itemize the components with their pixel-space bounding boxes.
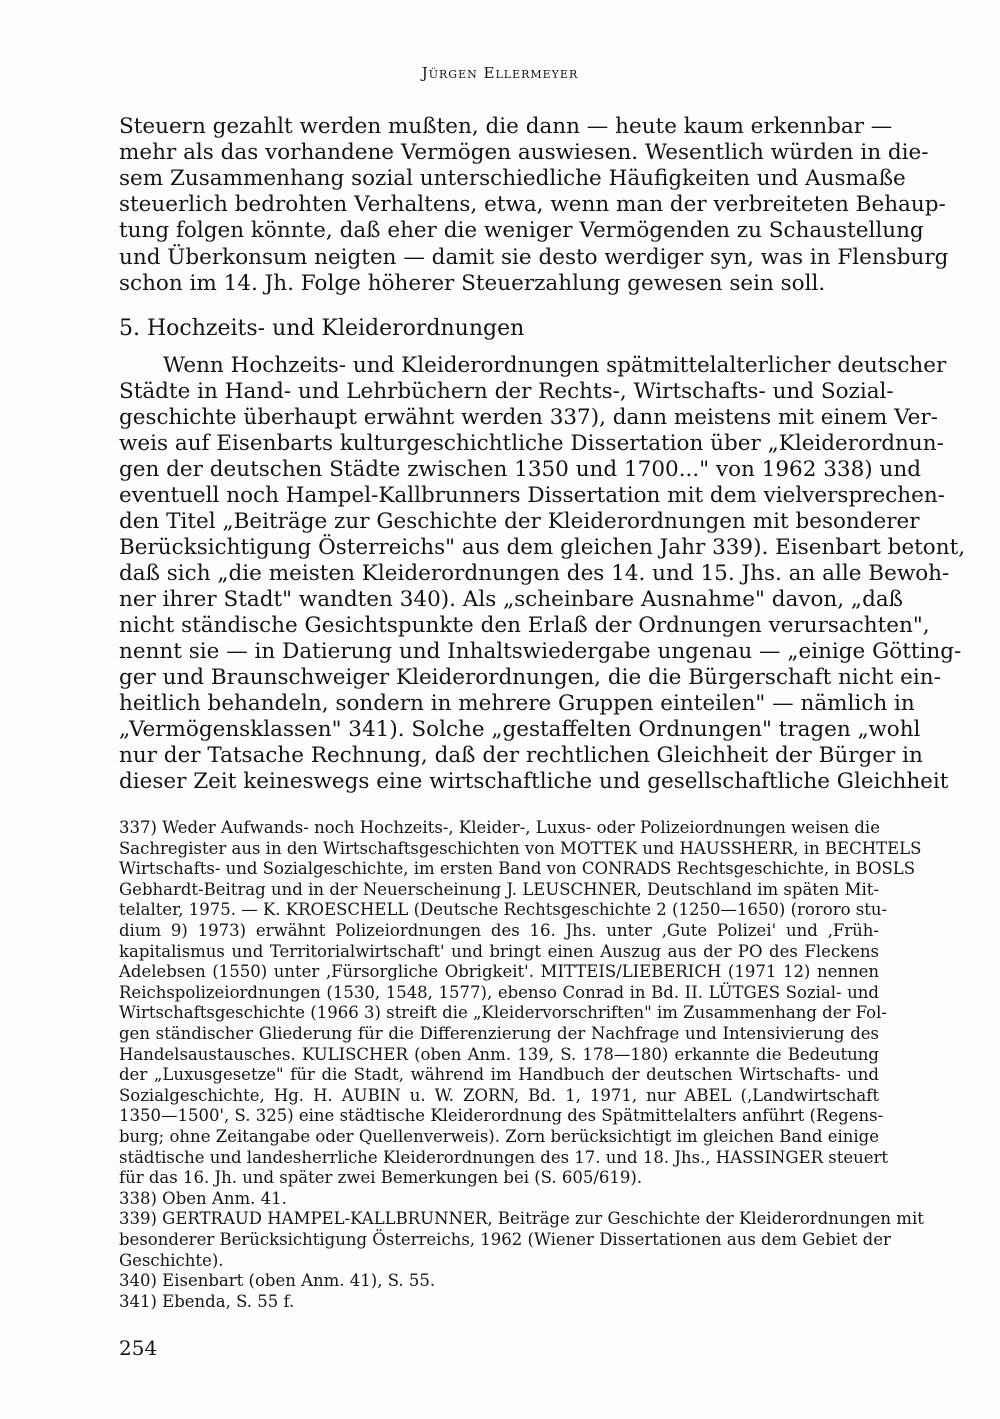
footnotes-line: 341) Ebenda, S. 55 f. [119,1291,295,1311]
footnotes-line: Handelsaustausches. KULISCHER (oben Anm. 139, S. 178—180) erkannte die Bedeutung [119,1044,879,1064]
footnotes-line: Sozialgeschichte, Hg. H. AUBIN u. W. ZORN, Bd. 1, 1971, nur ABEL (‚Landwirtschaft [119,1085,879,1105]
footnotes-line: Sachregister aus in den Wirtschaftsgeschichten von MOTTEK und HAUSSHERR, in BECHTELS [119,838,922,858]
footnotes-line: 340) Eisenbart (oben Anm. 41), S. 55. [119,1271,436,1291]
footnotes-line: 337) Weder Aufwands- noch Hochzeits-, Kleider-, Luxus- oder Polizeiordnungen weisen die [119,818,880,837]
page-number: 254 [119,1336,158,1360]
footnotes-line: kapitalismus und Territorialwirtschaft' und bringt einen Auszug aus der PO des Fleckens [119,941,879,961]
paragraph-main-line: nennt sie — in Datierung und Inhaltswiedergabe ungenau — „einige Götting- [119,639,962,664]
paragraph-main-line: dieser Zeit keineswegs eine wirtschaftliche und gesellschaftliche Gleichheit [119,769,949,794]
paragraph-main-line: gen der deutschen Städte zwischen 1350 und 1700..." von 1962 338) und [119,457,921,482]
footnotes-line: städtische und landesherrliche Kleiderordnungen des 17. und 18. Jhs., HASSINGER steuert [119,1147,889,1167]
paragraph-main-line: „Vermögensklassen" 341). Solche „gestaffelten Ordnungen" tragen „wohl [119,717,921,742]
paragraph-top-line: mehr als das vorhandene Vermögen auswiesen. Wesentlich würden in die- [119,140,929,166]
footnotes-line: Wirtschafts- und Sozialgeschichte, im ersten Band von CONRADS Rechtsgeschichte, in BOSLS [119,859,916,879]
paragraph-main-line: heitlich behandeln, sondern in mehrere Gruppen einteilen" — nämlich in [119,691,915,716]
paragraph-top-line: schon im 14. Jh. Folge höherer Steuerzahlung gewesen sein soll. [119,270,826,296]
footnotes-line: Geschichte). [119,1250,224,1270]
footnotes-line: Gebhardt-Beitrag und in der Neuerscheinung J. LEUSCHNER, Deutschland im späten Mit- [119,879,879,899]
paragraph-top-line: steuerlich bedrohten Verhaltens, etwa, wenn man der verbreiteten Behaup- [119,192,946,218]
footnotes-line: Reichspolizeiordnungen (1530, 1548, 1577), ebenso Conrad in Bd. II. LÜTGES Sozial- und [119,982,879,1002]
paragraph-main-line: weis auf Eisenbarts kulturgeschichtliche Dissertation über „Kleiderordnun- [119,431,944,456]
footnotes-line: burg; ohne Zeitangabe oder Quellenverweis). Zorn berücksichtigt im gleichen Band einige [119,1127,879,1146]
paragraph-top-line: Steuern gezahlt werden mußten, die dann — heute kaum erkennbar — [119,114,893,139]
paragraph-main-line: ger und Braunschweiger Kleiderordnungen, die die Bürgerschaft nicht ein- [119,665,941,690]
footnotes-line: für das 16. Jh. und später zwei Bemerkungen bei (S. 605/619). [119,1168,643,1188]
footnotes-line: besonderer Berücksichtigung Österreichs, 1962 (Wiener Dissertationen aus dem Gebiet der [119,1230,891,1249]
paragraph-main-line: geschichte überhaupt erwähnt werden 337), dann meistens mit einem Ver- [119,405,938,430]
paragraph-main-line: ner ihrer Stadt" wandten 340). Als „scheinbare Ausnahme" davon, „daß [119,587,904,612]
paragraph-main-line: nur der Tatsache Rechnung, daß der rechtlichen Gleichheit der Bürger in [119,743,923,768]
footnotes-line: gen ständischer Gliederung für die Differenzierung der Nachfrage und Intensivierung des [119,1024,879,1043]
paragraph-top-line: und Überkonsum neigten — damit sie desto werdiger syn, was in Flensburg [119,244,949,270]
footnotes-line: der „Luxusgesetze" für die Stadt, während im Handbuch der deutschen Wirtschafts- und [119,1065,879,1085]
paragraph-main-line: Städte in Hand- und Lehrbüchern der Rechts-, Wirtschafts- und Sozial- [119,379,894,404]
footnotes-line: Wirtschaftsgeschichte (1966 3) streift die „Kleidervorschriften" im Zusammenhang der Fol- [119,1003,887,1023]
paragraph-main-line: Wenn Hochzeits- und Kleiderordnungen spätmittelalterlicher deutscher [163,353,947,378]
footnotes-line: 1350—1500', S. 325) eine städtische Kleiderordnung des Spätmittelalters anführt (Regens- [119,1106,884,1126]
paragraph-main-line: den Titel „Beiträge zur Geschichte der Kleiderordnungen mit besonderer [119,509,920,534]
footnotes-line: dium 9) 1973) erwähnt Polizeiordnungen des 16. Jhs. unter ‚Gute Polizei' und ‚Früh- [119,921,879,940]
footnotes-line: 339) GERTRAUD HAMPEL-KALLBRUNNER, Beiträge zur Geschichte der Kleiderordnungen mit [119,1209,924,1229]
paragraph-main-line: eventuell noch Hampel-Kallbrunners Dissertation mit dem vielversprechen- [119,483,945,508]
footnotes-line: 338) Oben Anm. 41. [119,1188,287,1208]
paragraph-main-line: daß sich „die meisten Kleiderordnungen des 14. und 15. Jhs. an alle Bewoh- [119,561,950,586]
paragraph-main-line: Berücksichtigung Österreichs" aus dem gleichen Jahr 339). Eisenbart betont, [119,535,966,560]
footnotes-line: Adelebsen (1550) unter ‚Fürsorgliche Obrigkeit'. MITTEIS/LIEBERICH (1971 12) nennen [119,962,879,982]
running-header: Jürgen Ellermeyer [421,64,579,82]
paragraph-top-line: sem Zusammenhang sozial unterschiedliche Häufigkeiten und Ausmaße [119,166,906,192]
paragraph-top-line: tung folgen könnte, daß eher die weniger Vermögenden zu Schaustellung [119,218,924,244]
section-heading: 5. Hochzeits- und Kleiderordnungen [119,316,525,341]
footnotes-line: telalter, 1975. — K. KROESCHELL (Deutsche Rechtsgeschichte 2 (1250—1650) (rororo stu- [119,900,888,920]
paragraph-main-line: nicht ständische Gesichtspunkte den Erlaß der Ordnungen verursachten", [119,613,930,638]
